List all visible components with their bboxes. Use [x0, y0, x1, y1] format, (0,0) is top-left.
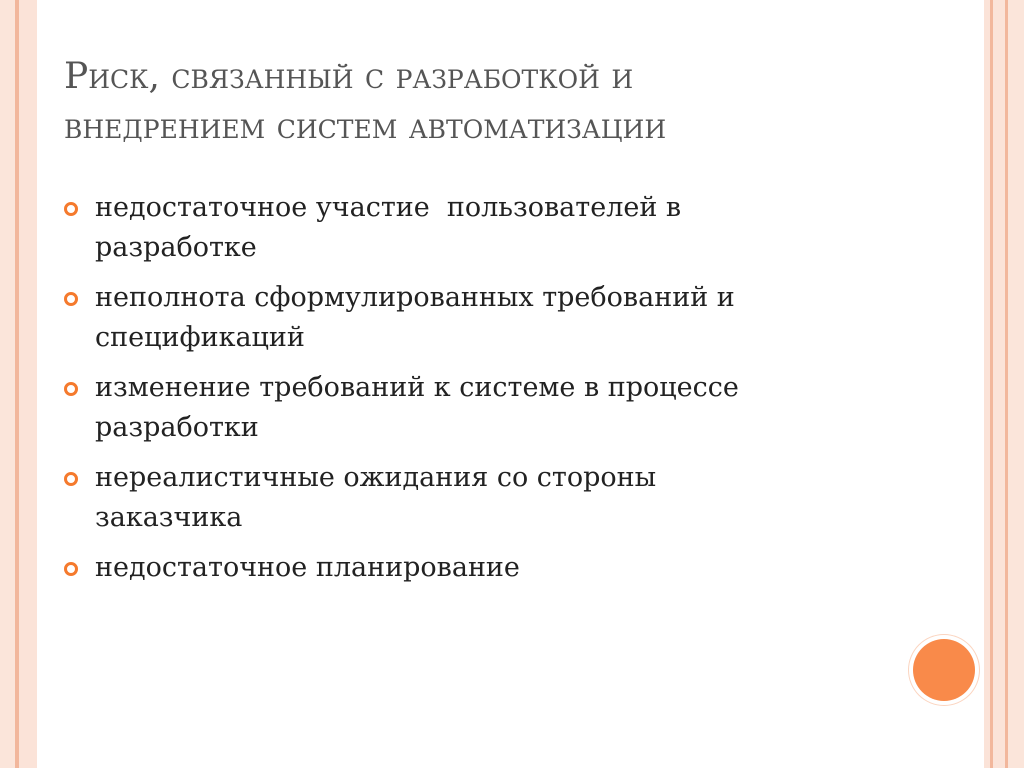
bullet-item	[64, 278, 924, 358]
bullet-text-line: заказчика	[95, 502, 243, 533]
bullet-text-line: недостаточное планирование	[95, 552, 520, 583]
bullet-text-line: спецификаций	[95, 322, 305, 353]
ring-bullet-icon	[64, 202, 78, 216]
ring-bullet-icon	[64, 382, 78, 396]
bullet-text-line: разработки	[95, 412, 259, 443]
circle-decoration-icon	[913, 639, 975, 701]
bullet-text-line: разработке	[95, 232, 257, 263]
bullet-item	[64, 368, 924, 448]
bullet-text-line: недостаточное участие пользователей в	[95, 192, 682, 223]
bullet-item	[64, 458, 924, 538]
slide-title-line: Риск, связанный с разработкой и	[64, 56, 634, 97]
bullet-item	[64, 188, 924, 268]
frame-left-outer	[0, 0, 15, 768]
frame-right-mid	[993, 0, 1005, 768]
bullet-text-line: изменение требований к системе в процессе	[95, 372, 739, 403]
ring-bullet-icon	[64, 562, 78, 576]
ring-bullet-icon	[64, 472, 78, 486]
frame-left-inner	[19, 0, 37, 768]
bullet-item	[64, 548, 924, 588]
bullet-text-line: неполнота сформулированных требований и	[95, 282, 735, 313]
ring-bullet-icon	[64, 292, 78, 306]
bullet-text-line: нереалистичные ожидания со стороны	[95, 462, 657, 493]
slide-title-line: внедрением систем автоматизации	[64, 106, 667, 147]
slide-title	[64, 52, 964, 152]
frame-right-outer	[1008, 0, 1024, 768]
bullet-list	[64, 188, 924, 598]
